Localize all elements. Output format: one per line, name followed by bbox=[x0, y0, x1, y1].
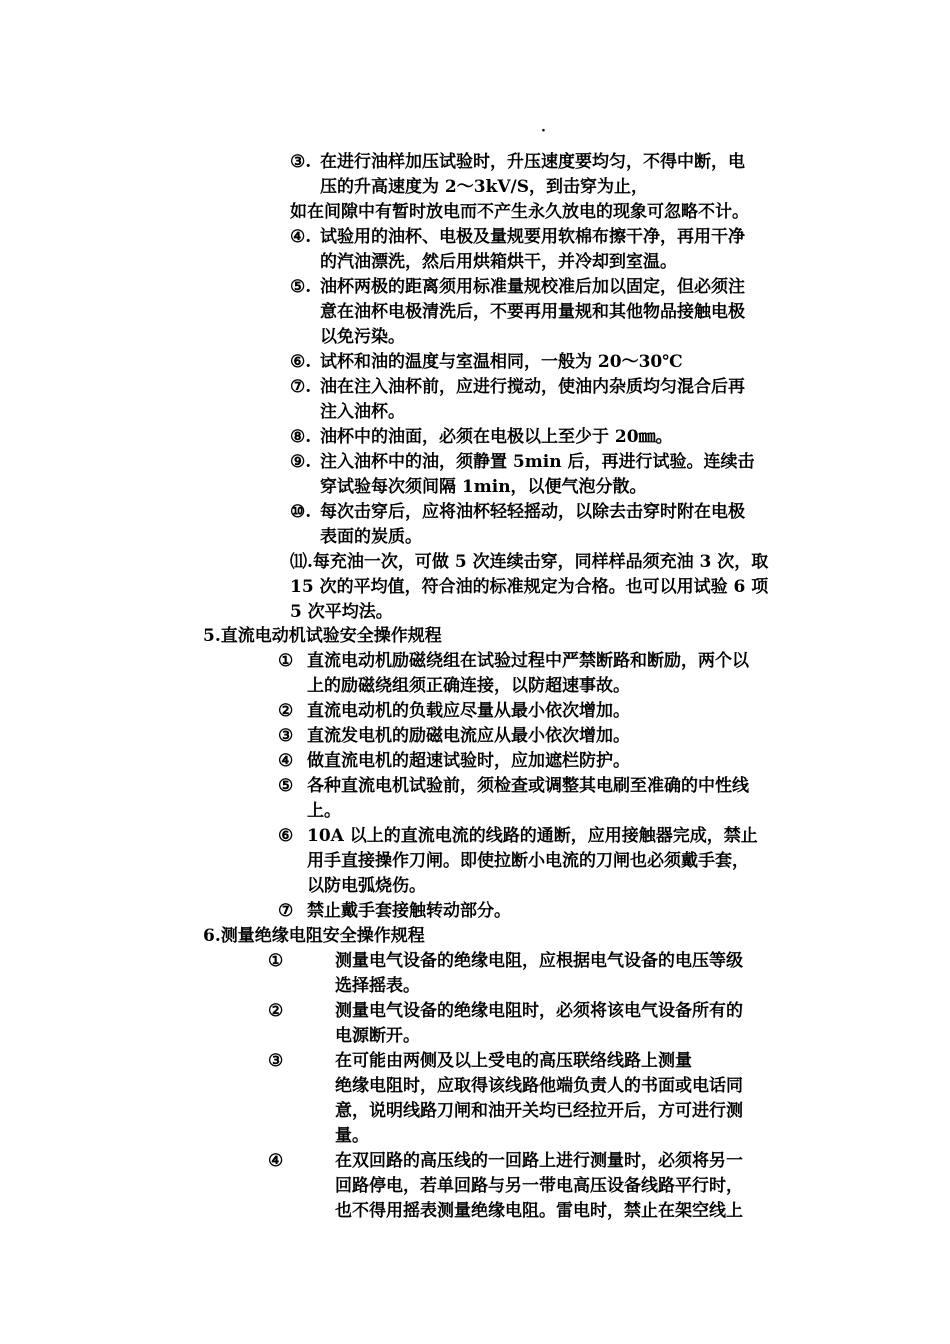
oil-item-line: 15 次的平均值，符合油的标准规定为合格。也可以用试验 6 项 bbox=[290, 577, 769, 597]
section-6-item-line: 回路停电，若单回路与另一带电高压设备线路平行时， bbox=[335, 1176, 743, 1196]
section-5-item-line: 做直流电机的超速试验时，应加遮栏防护。 bbox=[307, 751, 630, 771]
oil-item-line: 油杯两极的距离须用标准量规校准后加以固定，但必须注 bbox=[320, 277, 745, 297]
section-5-item-marker: ⑤ bbox=[278, 776, 294, 796]
section-6-title: 6.测量绝缘电阻安全操作规程 bbox=[203, 926, 425, 946]
oil-item-marker: ⑧. bbox=[290, 427, 312, 447]
oil-item-line: 表面的炭质。 bbox=[320, 527, 422, 547]
oil-item-marker: ⑥. bbox=[290, 352, 312, 372]
section-5-title: 5.直流电动机试验安全操作规程 bbox=[203, 626, 442, 646]
section-5-item-marker: ⑦ bbox=[278, 901, 294, 921]
oil-item-line: 压的升高速度为 2～3kV/S，到击穿为止， bbox=[320, 177, 649, 197]
oil-item-marker: ⑦. bbox=[290, 377, 312, 397]
oil-item-line: ⑾.每充油一次，可做 5 次连续击穿，同样样品须充油 3 次，取 bbox=[290, 552, 769, 572]
oil-item-marker: ⑩. bbox=[290, 502, 312, 522]
section-6-item-line: 在可能由两侧及以上受电的高压联络线路上测量 bbox=[335, 1051, 692, 1071]
oil-item-line: 每次击穿后，应将油杯轻轻摇动，以除去击穿时附在电极 bbox=[320, 502, 745, 522]
section-6-item-line: 选择摇表。 bbox=[335, 976, 420, 996]
section-6-item-marker: ④ bbox=[268, 1151, 284, 1171]
section-5-item-line: 以防电弧烧伤。 bbox=[307, 876, 426, 896]
section-5-item-line: 上的励磁绕组须正确连接，以防超速事故。 bbox=[307, 676, 630, 696]
section-6-item-line: 绝缘电阻时，应取得该线路他端负责人的书面或电话同 bbox=[335, 1076, 743, 1096]
oil-item-line: 注入油杯中的油，须静置 5min 后，再进行试验。连续击 bbox=[320, 452, 755, 472]
oil-item-line: 在进行油样加压试验时，升压速度要均匀，不得中断，电 bbox=[320, 152, 745, 172]
section-5-item-line: 直流发电机的励磁电流应从最小依次增加。 bbox=[307, 726, 630, 746]
section-6-item-line: 意，说明线路刀闸和油开关均已经拉开后，方可进行测 bbox=[335, 1101, 743, 1121]
oil-item-marker: ⑤. bbox=[290, 277, 312, 297]
section-5-item-line: 10A 以上的直流电流的线路的通断，应用接触器完成，禁止 bbox=[307, 826, 758, 846]
oil-item-marker: ③. bbox=[290, 152, 312, 172]
section-6-item-line: 在双回路的高压线的一回路上进行测量时，必须将另一 bbox=[335, 1151, 743, 1171]
oil-item-marker: ⑨. bbox=[290, 452, 312, 472]
oil-item-line: 油在注入油杯前，应进行搅动，使油内杂质均匀混合后再 bbox=[320, 377, 745, 397]
section-5-item-marker: ⑥ bbox=[278, 826, 294, 846]
section-5-item-marker: ③ bbox=[278, 726, 294, 746]
section-5-item-line: 直流电动机的负载应尽量从最小依次增加。 bbox=[307, 701, 630, 721]
section-5-item-line: 各种直流电机试验前，须检查或调整其电刷至准确的中性线 bbox=[307, 776, 749, 796]
oil-item-line: 穿试验每次须间隔 1min，以便气泡分散。 bbox=[320, 477, 647, 497]
oil-item-line: 5 次平均法。 bbox=[290, 602, 393, 622]
oil-item-line: 意在油杯电极清洗后，不要再用量规和其他物品接触电极 bbox=[320, 302, 745, 322]
section-6-item-marker: ② bbox=[268, 1001, 284, 1021]
oil-item-line: 以免污染。 bbox=[320, 327, 405, 347]
section-5-item-line: 直流电动机励磁绕组在试验过程中严禁断路和断励，两个以 bbox=[307, 651, 749, 671]
section-6-item-line: 量。 bbox=[335, 1126, 369, 1146]
section-6-item-line: 电源断开。 bbox=[335, 1026, 420, 1046]
section-5-item-marker: ② bbox=[278, 701, 294, 721]
oil-item-line: 的汽油漂洗，然后用烘箱烘干，并冷却到室温。 bbox=[320, 252, 677, 272]
section-6-item-marker: ③ bbox=[268, 1051, 284, 1071]
section-6-item-line: 也不得用摇表测量绝缘电阻。雷电时，禁止在架空线上 bbox=[335, 1201, 743, 1221]
oil-item-line: 试验用的油杯、电极及量规要用软棉布擦干净，再用干净 bbox=[320, 227, 745, 247]
section-5-item-marker: ④ bbox=[278, 751, 294, 771]
oil-item-marker: ④. bbox=[290, 227, 312, 247]
section-6-item-line: 测量电气设备的绝缘电阻时，必须将该电气设备所有的 bbox=[335, 1001, 743, 1021]
oil-item-line: 如在间隙中有暂时放电而不产生永久放电的现象可忽略不计。 bbox=[290, 202, 749, 222]
header-mark: · bbox=[541, 123, 546, 139]
section-5-item-line: 用手直接操作刀闸。即使拉断小电流的刀闸也必须戴手套， bbox=[307, 851, 749, 871]
section-5-item-line: 上。 bbox=[307, 801, 341, 821]
section-5-item-marker: ① bbox=[278, 651, 294, 671]
oil-item-line: 试杯和油的温度与室温相同，一般为 20～30℃ bbox=[320, 352, 683, 372]
section-6-item-marker: ① bbox=[268, 951, 284, 971]
section-6-item-line: 测量电气设备的绝缘电阻，应根据电气设备的电压等级 bbox=[335, 951, 743, 971]
oil-item-line: 油杯中的油面，必须在电极以上至少于 20㎜。 bbox=[320, 427, 673, 447]
section-5-item-line: 禁止戴手套接触转动部分。 bbox=[307, 901, 511, 921]
oil-item-line: 注入油杯。 bbox=[320, 402, 405, 422]
